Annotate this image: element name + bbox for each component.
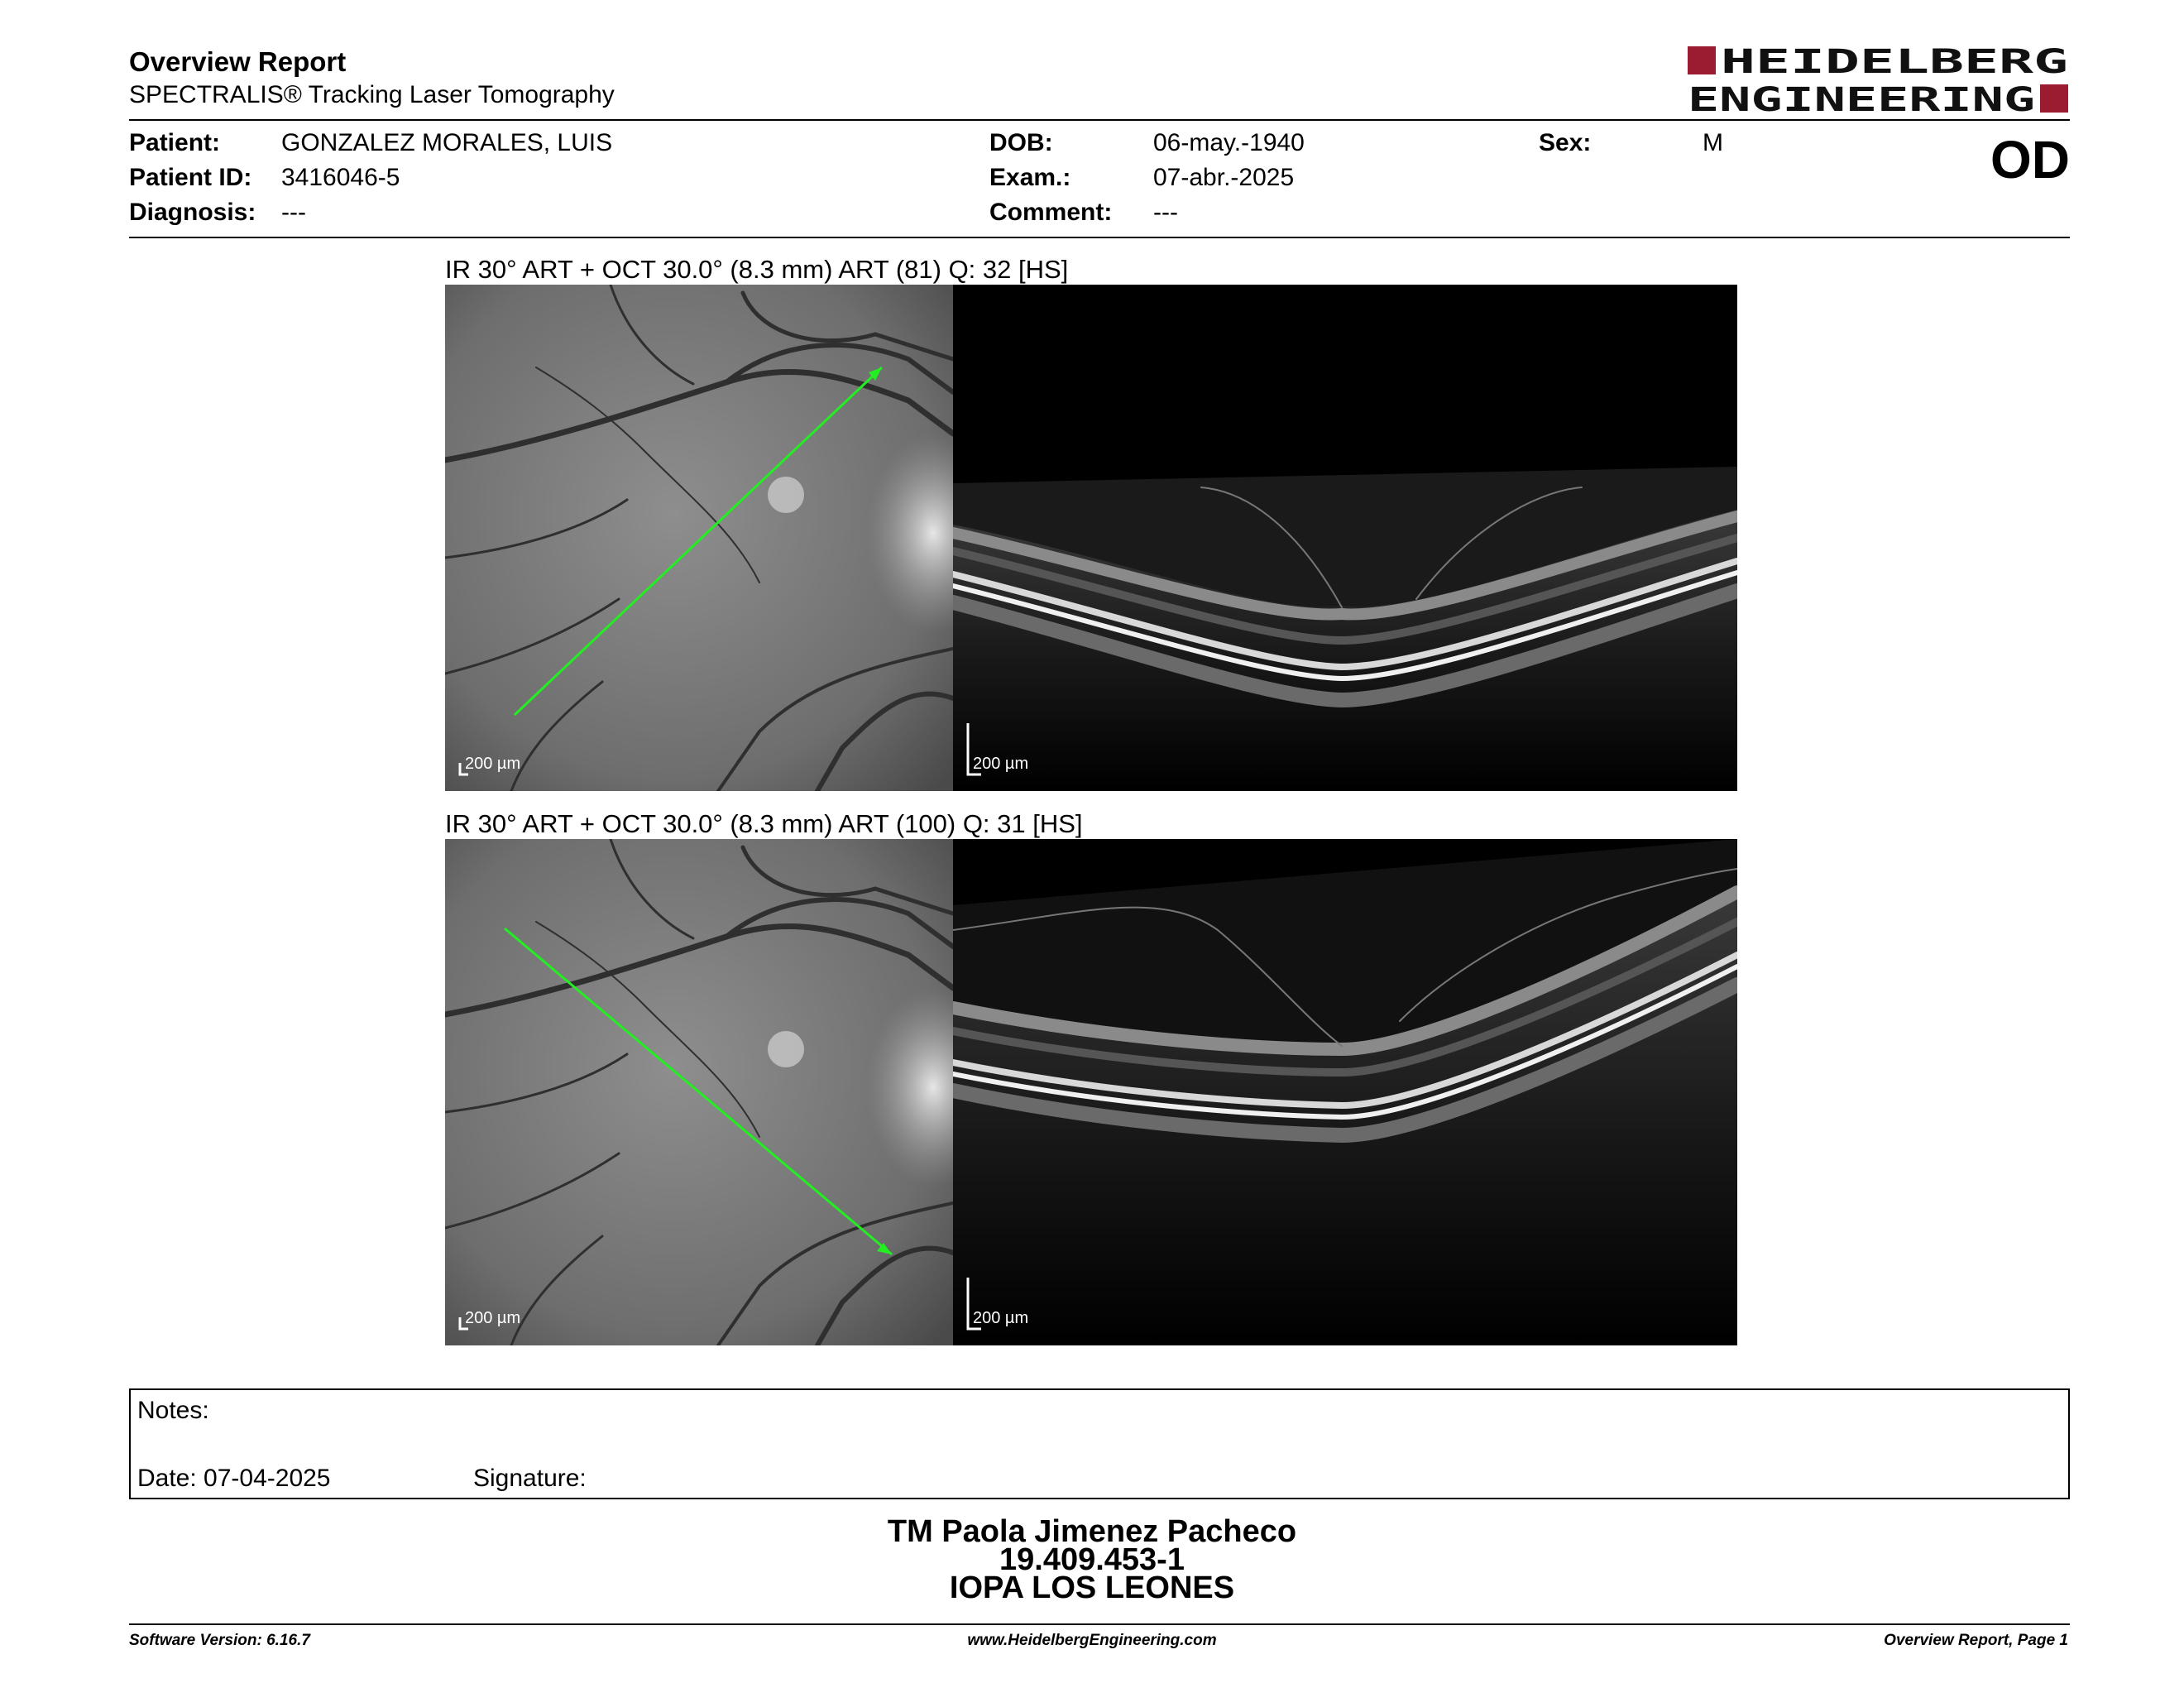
diagnosis-value: ---	[281, 199, 306, 226]
header-rule	[129, 119, 2070, 121]
scan-2-title: IR 30° ART + OCT 30.0° (8.3 mm) ART (100) Q: 31 [HS]	[445, 809, 1083, 838]
date-label: Date: 07-04-2025	[137, 1465, 331, 1492]
scan-1-fundus-scale: 200 µm	[465, 755, 521, 773]
software-version: Software Version: 6.16.7	[129, 1632, 310, 1649]
report-title: Overview Report	[129, 46, 347, 77]
signer-institution: IOPA LOS LEONES	[949, 1571, 1235, 1605]
notes-box[interactable]	[129, 1388, 2070, 1499]
scan-1-oct-scale: 200 µm	[973, 755, 1029, 773]
report-subtitle: SPECTRALIS® Tracking Laser Tomography	[129, 81, 615, 108]
signer-name: TM Paola Jimenez Pacheco	[887, 1514, 1297, 1549]
scan-2-fundus-scale: 200 µm	[465, 1309, 521, 1327]
scan-2-oct-scale: 200 µm	[973, 1309, 1029, 1327]
scan-2-oct-image[interactable]	[953, 839, 1737, 1345]
patient-id-label: Patient ID:	[129, 164, 252, 191]
comment-value: ---	[1153, 199, 1178, 226]
logo-line1: HEIDELBERG	[1721, 45, 2068, 81]
footer-rule	[129, 1623, 2070, 1625]
diagnosis-label: Diagnosis:	[129, 199, 256, 226]
patient-id: 3416046-5	[281, 164, 400, 191]
signer-id: 19.409.453-1	[999, 1542, 1185, 1577]
dob-value: 06-may.-1940	[1153, 129, 1305, 156]
scan-1-title: IR 30° ART + OCT 30.0° (8.3 mm) ART (81) Q: 32 [HS]	[445, 255, 1069, 284]
page-indicator: Overview Report, Page 1	[1884, 1632, 2068, 1649]
exam-value: 07-abr.-2025	[1153, 164, 1295, 191]
sex-value: M	[1703, 129, 1723, 156]
notes-label: Notes:	[137, 1397, 209, 1424]
exam-label: Exam.:	[989, 164, 1071, 191]
patient-rule	[129, 237, 2070, 238]
sex-label: Sex:	[1539, 129, 1592, 156]
eye-indicator: OD	[1990, 130, 2070, 189]
signature-label: Signature:	[473, 1465, 587, 1492]
comment-label: Comment:	[989, 199, 1113, 226]
dob-label: DOB:	[989, 129, 1053, 156]
patient-label: Patient:	[129, 129, 221, 156]
scan-1-fundus-image[interactable]	[445, 285, 953, 791]
scan-1-oct-image[interactable]	[953, 285, 1737, 791]
patient-name: GONZALEZ MORALES, LUIS	[281, 129, 613, 156]
scan-2-fundus-image[interactable]	[445, 839, 953, 1345]
website-link[interactable]: www.HeidelbergEngineering.com	[967, 1632, 1217, 1649]
heidelberg-logo	[1688, 45, 2070, 116]
logo-line2: ENGINEERING	[1688, 81, 2035, 116]
